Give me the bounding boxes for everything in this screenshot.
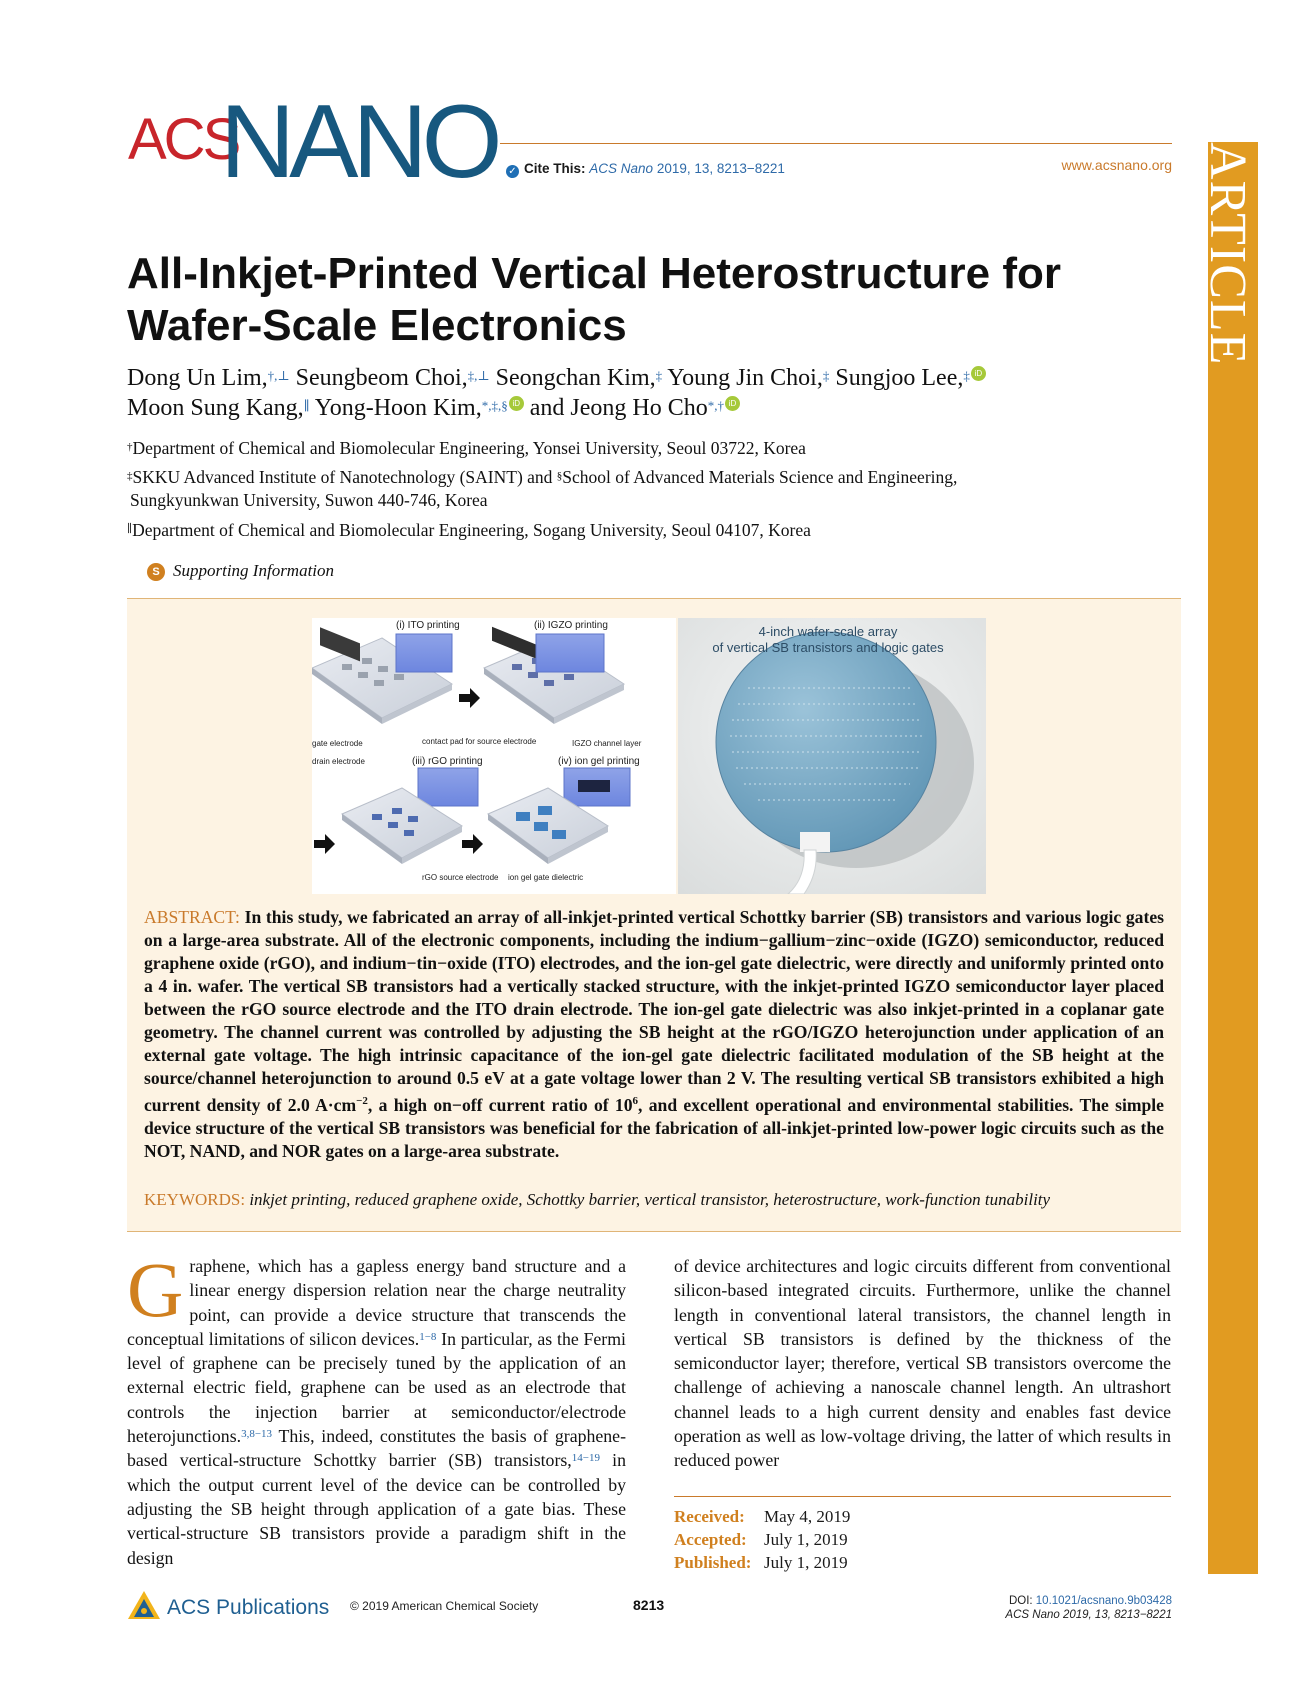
step-2-inset [536, 634, 604, 672]
affiliation-1 [127, 437, 1187, 460]
affiliation-3 [127, 519, 1187, 542]
wafer-caption-line-2: of vertical SB transistors and logic gates [712, 640, 944, 655]
abstract-sup-b: 6 [632, 1095, 639, 1107]
author-affiliation-mark[interactable]: ‡ [822, 368, 830, 383]
orcid-icon[interactable]: iD [509, 396, 524, 411]
title-line-2: Wafer-Scale Electronics [127, 301, 627, 350]
cite-journal[interactable]: ACS Nano [589, 161, 654, 176]
abstract-sup-a: −2 [356, 1095, 368, 1107]
logo-acs: ACS [128, 107, 239, 172]
body-text: raphene, which has a gapless energy band structure and a linear energy dispersion relation near the charge neutrality point, can provide a device structure that transcends the conceptual limitations of silicon devices. [127, 1256, 626, 1349]
logo-nano: NANO [220, 84, 497, 200]
affiliation-text: Department of Chemical and Biomolecular Engineering, Yonsei University, Seoul 03722, Korea [132, 438, 806, 458]
arrow-icon [459, 688, 480, 708]
author[interactable]: Dong Un Lim, [127, 365, 268, 391]
keywords-text: inkjet printing, reduced graphene oxide, Schottky barrier, vertical transistor, heterostructure, work-function tunability [249, 1190, 1051, 1209]
article-side-label [1199, 142, 1258, 392]
title-line-1: All-Inkjet-Printed Vertical Heterostructure for [127, 249, 1061, 298]
dates-rule [674, 1496, 1171, 1497]
supporting-info-label: Supporting Information [173, 561, 335, 580]
gate-electrode-label: gate electrode [312, 739, 363, 748]
date-value: July 1, 2019 [764, 1553, 848, 1572]
supporting-info-icon: S [147, 563, 165, 581]
abstract-body-c: , and excellent operational and environmental stabilities. The simple device structure of the vertical SB transistors was beneficial for the fabrication of all-inkjet-printed low-power logic circuits such as the NOT, NAND, and NOR gates on a large-area substrate. [144, 1094, 1164, 1161]
body-text: in which the output current level of the device can be controlled by adjusting the SB height through application of a gate bias. These vertical-structure SB transistors provide a paradigm shift in the design [127, 1450, 626, 1568]
date-accepted [674, 1528, 1171, 1551]
body-text: This, indeed, constitutes the basis of graphene-based vertical-structure Schottky barrier (SB) transistors, [127, 1426, 626, 1471]
journal-logo [128, 84, 506, 200]
igzo-layer-label: IGZO channel layer [572, 739, 642, 748]
date-value: May 4, 2019 [764, 1507, 851, 1526]
check-icon: ✓ [506, 165, 519, 178]
affiliation-text: Sungkyunkwan University, Suwon 440-746, Korea [130, 490, 488, 510]
keywords [144, 1189, 1174, 1211]
toc-graphic-wafer [678, 618, 986, 894]
abstract-body-b: , a high on−off current ratio of 10 [367, 1094, 633, 1115]
acs-publications-logo[interactable] [127, 1590, 329, 1620]
author[interactable]: Seongchan Kim, [495, 365, 656, 391]
citation-link[interactable]: 14−19 [571, 1452, 600, 1465]
date-label: Accepted: [674, 1530, 747, 1549]
journal-url[interactable]: www.acsnano.org [1061, 157, 1172, 173]
drop-cap: G [127, 1246, 184, 1333]
arrow-icon [314, 834, 335, 854]
header-rule [500, 143, 1172, 144]
author[interactable]: Young Jin Choi, [667, 365, 823, 391]
drain-electrode-label: drain electrode [312, 757, 365, 766]
author[interactable]: and Jeong Ho Cho [529, 395, 708, 421]
page-number: 8213 [633, 1597, 665, 1613]
rgo-source-label: rGO source electrode [422, 873, 499, 882]
body-text: In particular, as the Fermi level of graphene can be precisely tuned by the application of an external electric field, graphene can be used as an electrode that controls the injection barrier at semiconductor/electrode heterojunctions. [127, 1328, 626, 1447]
date-label: Published: [674, 1553, 752, 1572]
citation-link[interactable]: 1−8 [419, 1330, 437, 1343]
ion-gel-pattern [578, 780, 610, 792]
author-affiliation-mark[interactable]: ‡ [963, 368, 970, 383]
author-list [127, 363, 1187, 423]
affiliation-text: School of Advanced Materials Science and Engineering, [562, 467, 958, 487]
cite-label: Cite This: [524, 161, 586, 176]
author[interactable]: Sungjoo Lee, [835, 365, 964, 391]
abstract-text [144, 906, 1164, 1163]
article-title [127, 248, 1187, 352]
date-published [674, 1551, 1171, 1574]
publication-dates [674, 1505, 1171, 1574]
step-4-label: (iv) ion gel printing [558, 756, 640, 767]
body-column-left [127, 1246, 626, 1570]
citation-link[interactable]: 3,8−13 [241, 1428, 273, 1441]
author-affiliation-mark[interactable]: *,† [707, 398, 724, 413]
abstract-body-a: In this study, we fabricated an array of all-inkjet-printed vertical Schottky barrier (SB) transistors and various logic gates on a large-area substrate. All of the electronic components, including the indium−gallium−zinc−oxide (IGZO) semiconductor, reduced graphene oxide (rGO), and indium−tin−oxide (ITO) electrodes, and the ion-gel gate dielectric, were directly and uniformly printed onto a 4 in. wafer. The vertical SB transistors had a vertically stacked structure, with the inkjet-printed IGZO semiconductor layer placed between the rGO source electrode and the ITO drain electrode. The ion-gel gate dielectric was also inkjet-printed in a coplanar gate geometry. The channel current was controlled by adjusting the SB height at the rGO/IGZO heterojunction under application of an external gate voltage. The high intrinsic capacitance of the ion-gel gate dielectric facilitated modulation of the SB height at the source/channel heterojunction to around 0.5 eV at a gate voltage lower than 2 V. The resulting vertical SB transistors exhibited a high current density of 2.0 A·cm [144, 907, 1164, 1115]
orcid-icon[interactable]: iD [725, 396, 740, 411]
author-affiliation-mark[interactable]: ∥ [303, 398, 310, 413]
ion-gel-label: ion gel gate dielectric [508, 873, 584, 882]
body-column-right [674, 1254, 1171, 1473]
author-affiliation-mark[interactable]: †,⊥ [267, 368, 290, 383]
arrow-icon [462, 834, 483, 854]
doi-link[interactable]: 10.1021/acsnano.9b03428 [1035, 1595, 1172, 1607]
toc-graphic-printing-steps [312, 618, 676, 894]
author-affiliation-mark[interactable]: ‡,⊥ [467, 368, 490, 383]
author-line-1 [127, 363, 1187, 393]
step-3-inset [418, 768, 478, 806]
copyright: © 2019 American Chemical Society [350, 1599, 539, 1613]
contact-pad-label: contact pad for source electrode [422, 737, 537, 746]
supporting-information-link[interactable] [147, 561, 334, 581]
author-affiliation-mark[interactable]: *,‡,§ [481, 398, 508, 413]
affiliation-mark: ‡ [127, 470, 133, 482]
wafer-caption-line-1: 4-inch wafer-scale array [758, 624, 898, 639]
step-2-label: (ii) IGZO printing [534, 620, 608, 631]
abstract-label: ABSTRACT: [144, 907, 240, 927]
keywords-label: KEYWORDS: [144, 1190, 246, 1209]
date-value: July 1, 2019 [764, 1530, 848, 1549]
printing-steps-svg [312, 618, 676, 894]
wafer-svg [678, 618, 986, 894]
affiliation-text: Department of Chemical and Biomolecular Engineering, Sogang University, Seoul 04107, Korea [132, 520, 811, 540]
orcid-icon[interactable]: iD [971, 366, 986, 381]
author-line-2 [127, 393, 1187, 423]
publisher-name: ACS Publications [167, 1596, 330, 1619]
step-1-inset [396, 634, 452, 672]
date-received [674, 1505, 1171, 1528]
wafer-tab [800, 832, 830, 852]
doi-block [1005, 1594, 1172, 1622]
step-3-label: (iii) rGO printing [412, 756, 483, 767]
affiliation-text: SKKU Advanced Institute of Nanotechnology (SAINT) and [132, 467, 557, 487]
doi-label: DOI: [1008, 1595, 1036, 1607]
author[interactable]: Yong-Hoon Kim, [314, 395, 482, 421]
step-1-label: (i) ITO printing [396, 620, 460, 631]
affiliation-mark: § [556, 470, 563, 482]
side-label-text: ARTICLE [1199, 142, 1256, 366]
wafer-disc [716, 632, 936, 852]
affiliation-mark: † [127, 441, 133, 453]
cite-reference[interactable]: 2019, 13, 8213−8221 [656, 161, 785, 176]
affiliation-2 [127, 466, 1187, 512]
author[interactable]: Seungbeom Choi, [295, 365, 468, 391]
date-label: Received: [674, 1507, 745, 1526]
author-affiliation-mark[interactable]: ‡ [655, 368, 663, 383]
affiliation-mark: ∥ [127, 523, 133, 535]
acs-emblem-icon [127, 1590, 161, 1620]
author[interactable]: Moon Sung Kang, [127, 395, 304, 421]
body-text: of device architectures and logic circuits different from conventional silicon-based integrated circuits. Furthermore, unlike the channel length in conventional lateral transistors, the channel length in vertical SB transistors is defined by the thickness of the semiconductor layer; therefore, vertical SB transistors overcome the challenge of achieving a nanoscale channel length. An ultrashort channel leads to a high current density and enables fast device operation as well as low-voltage driving, the latter of which results in reduced power [674, 1256, 1171, 1471]
journal-reference: ACS Nano 2019, 13, 8213−8221 [1005, 1609, 1172, 1621]
cite-this[interactable] [506, 161, 785, 178]
